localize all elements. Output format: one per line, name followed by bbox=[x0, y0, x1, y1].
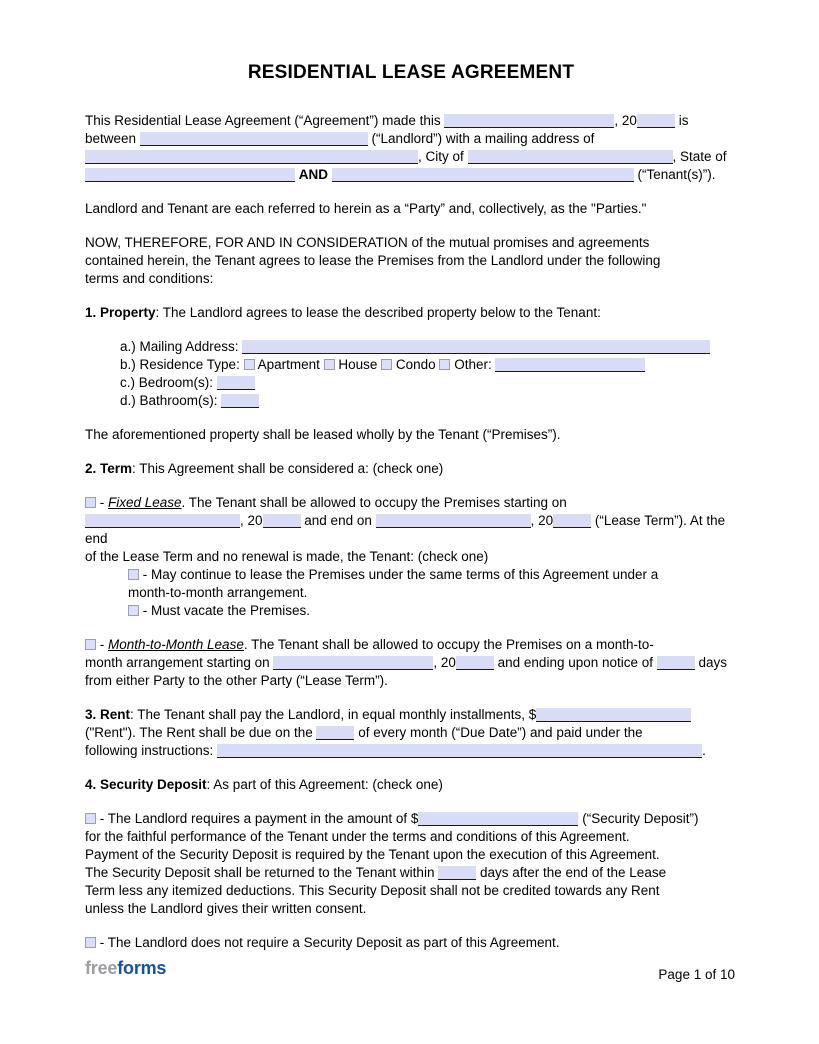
text-run: , 20 bbox=[240, 513, 263, 528]
text-run: - May continue to lease the Premises under the same terms of this Agreement under a bbox=[139, 567, 659, 582]
text-run: a.) Mailing Address: bbox=[120, 339, 243, 354]
section-1-property-heading bbox=[85, 304, 737, 322]
bold-text: 1. Property bbox=[85, 305, 156, 320]
text-run: c.) Bedroom(s): bbox=[120, 375, 217, 390]
text-run: contained herein, the Tenant agrees to lease the Premises from the Landlord under the following bbox=[85, 253, 661, 268]
text-run: of every month (“Due Date”) and paid under the bbox=[354, 725, 643, 740]
month-to-month-lease-paragraph bbox=[85, 636, 737, 690]
fixed-lease-options bbox=[85, 566, 737, 620]
logo-free-text: free bbox=[85, 958, 118, 978]
text-run: House bbox=[334, 357, 382, 372]
logo-forms-text: forms bbox=[117, 958, 167, 978]
property-list bbox=[85, 338, 737, 410]
text-run: , State of bbox=[672, 149, 727, 164]
checkbox[interactable] bbox=[85, 639, 96, 650]
property-item-mailing-address bbox=[120, 338, 737, 356]
blank-field[interactable] bbox=[444, 114, 614, 128]
blank-field[interactable] bbox=[85, 168, 295, 182]
text-run: ("Rent"). The Rent shall be due on the bbox=[85, 725, 317, 740]
text-run: and ending upon notice of bbox=[493, 655, 657, 670]
section-4-security-deposit-heading bbox=[85, 776, 737, 794]
text-run: between bbox=[85, 131, 140, 146]
property-item-residence-type bbox=[120, 356, 737, 374]
parties-paragraph bbox=[85, 200, 737, 218]
option-continue-month-to-month bbox=[128, 566, 737, 602]
checkbox[interactable] bbox=[381, 359, 392, 370]
text-run: The aforementioned property shall be leased wholly by the Tenant (“Premises”). bbox=[85, 427, 561, 442]
text-run: : As part of this Agreement: (check one) bbox=[206, 777, 443, 792]
text-run: The Security Deposit shall be returned to the Tenant within bbox=[85, 865, 439, 880]
page-number: Page 1 of 10 bbox=[658, 967, 735, 982]
blank-field[interactable] bbox=[553, 514, 591, 528]
blank-field[interactable] bbox=[217, 376, 255, 390]
text-run: , 20 bbox=[614, 113, 637, 128]
page-footer bbox=[85, 958, 735, 982]
text-run: d.) Bathroom(s): bbox=[120, 393, 222, 408]
section-3-rent-paragraph bbox=[85, 706, 737, 760]
checkbox[interactable] bbox=[244, 359, 255, 370]
blank-field[interactable] bbox=[456, 656, 494, 670]
bold-text: 4. Security Deposit bbox=[85, 777, 207, 792]
bold-text: AND bbox=[298, 167, 329, 182]
blank-field[interactable] bbox=[468, 150, 673, 164]
text-run: : The Tenant shall pay the Landlord, in equal monthly installments, $ bbox=[130, 707, 537, 722]
text-run: This Residential Lease Agreement (“Agreement”) made this bbox=[85, 113, 445, 128]
blank-field[interactable] bbox=[263, 514, 301, 528]
intro-paragraph bbox=[85, 112, 737, 184]
text-run: from either Party to the other Party (“Lease Term”). bbox=[85, 673, 388, 688]
blank-field[interactable] bbox=[273, 656, 433, 670]
text-run: . The Tenant shall be allowed to occupy the Premises on a month-to- bbox=[243, 637, 654, 652]
text-run: - bbox=[96, 637, 108, 652]
blank-field[interactable] bbox=[332, 168, 634, 182]
text-run: month-to-month arrangement. bbox=[128, 585, 308, 600]
text-run: terms and conditions: bbox=[85, 271, 214, 286]
text-run: Term less any itemized deductions. This Security Deposit shall not be credited towards any Rent bbox=[85, 883, 660, 898]
blank-field[interactable] bbox=[242, 340, 710, 354]
text-run: for the faithful performance of the Tenant under the terms and conditions of this Agreement. bbox=[85, 829, 630, 844]
bold-text: 3. Rent bbox=[85, 707, 131, 722]
text-run: (“Landlord”) with a mailing address of bbox=[367, 131, 595, 146]
checkbox[interactable] bbox=[324, 359, 335, 370]
security-deposit-required-paragraph bbox=[85, 810, 737, 918]
text-run: (“Tenant(s)”). bbox=[633, 167, 716, 182]
text-run: - Must vacate the Premises. bbox=[139, 603, 311, 618]
text-run: following instructions: bbox=[85, 743, 218, 758]
blank-field[interactable] bbox=[418, 812, 578, 826]
text-run: of the Lease Term and no renewal is made, the Tenant: (check one) bbox=[85, 549, 489, 564]
consideration-paragraph bbox=[85, 234, 737, 288]
section-2-term-heading bbox=[85, 460, 737, 478]
blank-field[interactable] bbox=[376, 514, 531, 528]
blank-field[interactable] bbox=[438, 866, 476, 880]
blank-field[interactable] bbox=[85, 150, 418, 164]
blank-field[interactable] bbox=[217, 744, 702, 758]
text-run: Other: bbox=[450, 357, 496, 372]
text-run: days bbox=[694, 655, 728, 670]
bold-text: 2. Term bbox=[85, 461, 133, 476]
premises-paragraph bbox=[85, 426, 737, 444]
text-run: - The Landlord requires a payment in the amount of $ bbox=[96, 811, 419, 826]
blank-field[interactable] bbox=[637, 114, 675, 128]
blank-field[interactable] bbox=[140, 132, 368, 146]
blank-field[interactable] bbox=[536, 708, 691, 722]
text-run: NOW, THEREFORE, FOR AND IN CONSIDERATION of the mutual promises and agreements bbox=[85, 235, 650, 250]
checkbox[interactable] bbox=[128, 605, 139, 616]
text-run: (“Security Deposit”) bbox=[578, 811, 699, 826]
property-item-bedrooms bbox=[120, 374, 737, 392]
blank-field[interactable] bbox=[85, 514, 240, 528]
blank-field[interactable] bbox=[657, 656, 695, 670]
checkbox[interactable] bbox=[439, 359, 450, 370]
text-run: days after the end of the Lease bbox=[476, 865, 667, 880]
checkbox[interactable] bbox=[85, 937, 96, 948]
text-run: month arrangement starting on bbox=[85, 655, 274, 670]
blank-field[interactable] bbox=[495, 358, 645, 372]
checkbox[interactable] bbox=[128, 569, 139, 580]
text-run: . bbox=[702, 743, 706, 758]
checkbox[interactable] bbox=[85, 813, 96, 824]
option-must-vacate bbox=[128, 602, 737, 620]
text-run: and end on bbox=[300, 513, 376, 528]
text-run: unless the Landlord gives their written consent. bbox=[85, 901, 367, 916]
blank-field[interactable] bbox=[316, 726, 354, 740]
text-run: , City of bbox=[418, 149, 468, 164]
text-run: - bbox=[96, 495, 108, 510]
property-item-bathrooms bbox=[120, 392, 737, 410]
blank-field[interactable] bbox=[221, 394, 259, 408]
text-run: Landlord and Tenant are each referred to herein as a “Party” and, collectively, as the "Parties." bbox=[85, 201, 647, 216]
security-deposit-not-required-paragraph bbox=[85, 934, 737, 952]
text-run: . The Tenant shall be allowed to occupy the Premises starting on bbox=[181, 495, 567, 510]
text-run: (“Lease Term”). At the end bbox=[85, 513, 726, 546]
text-run: , 20 bbox=[530, 513, 554, 528]
document-title: RESIDENTIAL LEASE AGREEMENT bbox=[247, 62, 575, 83]
text-run: , 20 bbox=[433, 655, 456, 670]
lease-type-label: Month-to-Month Lease bbox=[108, 637, 244, 652]
text-run: - The Landlord does not require a Security Deposit as part of this Agreement. bbox=[96, 935, 560, 950]
text-run: is bbox=[674, 113, 689, 128]
document-body bbox=[85, 62, 737, 968]
text-run: Apartment bbox=[254, 357, 324, 372]
text-run: Condo bbox=[392, 357, 440, 372]
text-run: b.) Residence Type: bbox=[120, 357, 244, 372]
fixed-lease-paragraph bbox=[85, 494, 737, 566]
text-run: Payment of the Security Deposit is required by the Tenant upon the execution of this Agreement. bbox=[85, 847, 660, 862]
lease-type-label: Fixed Lease bbox=[108, 495, 182, 510]
text-run: : The Landlord agrees to lease the described property below to the Tenant: bbox=[155, 305, 601, 320]
freeforms-logo bbox=[85, 958, 166, 979]
checkbox[interactable] bbox=[85, 497, 96, 508]
text-run: : This Agreement shall be considered a: (check one) bbox=[132, 461, 444, 476]
